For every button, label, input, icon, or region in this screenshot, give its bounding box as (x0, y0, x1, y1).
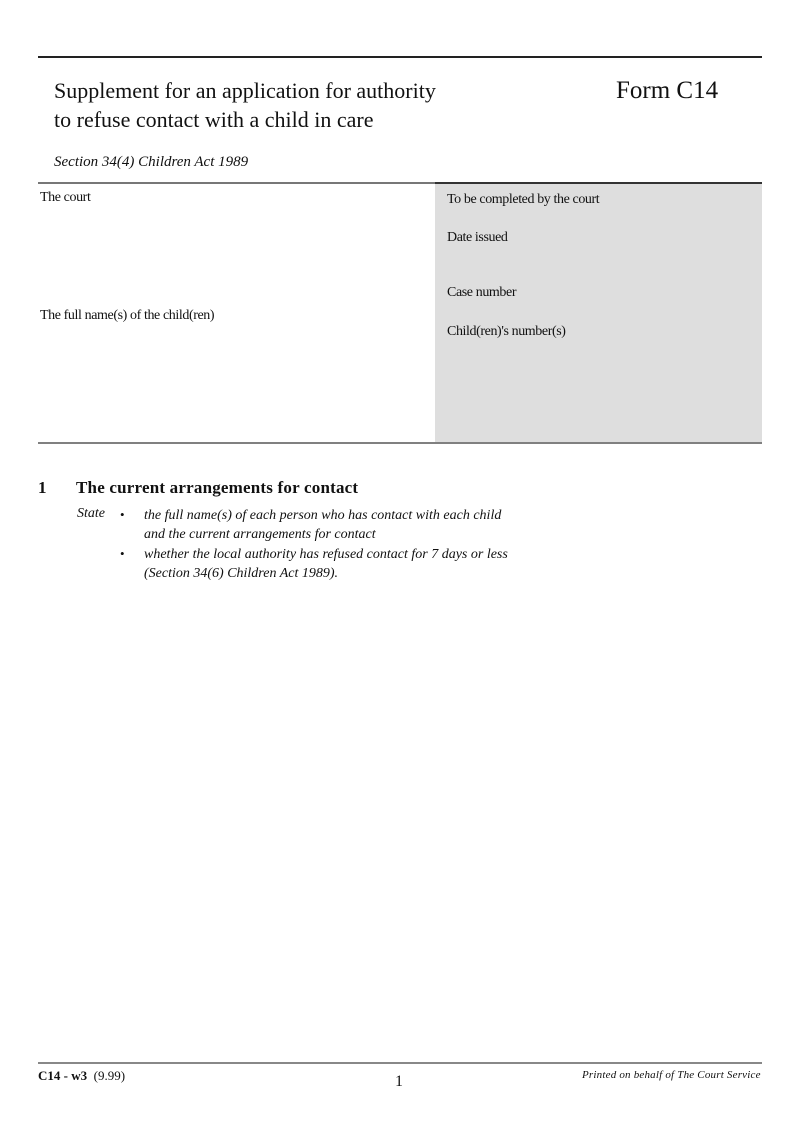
instruction-bullet-line: (Section 34(6) Children Act 1989). (144, 566, 339, 581)
form-id: Form C14 (616, 77, 719, 104)
form-title (54, 76, 436, 134)
printed-by-note: Printed on behalf of The Court Service (582, 1069, 761, 1081)
children-numbers-label: Child(ren)'s number(s) (447, 324, 566, 339)
case-number-label: Case number (447, 285, 517, 300)
instruction-bullet (144, 506, 584, 544)
date-issued-label: Date issued (447, 230, 508, 245)
instruction-bullet-line: and the current arrangements for contact (144, 527, 376, 542)
court-panel-top-rule (435, 182, 762, 184)
form-code-id: C14 - w3 (38, 1068, 88, 1083)
bullet-icon: • (120, 546, 125, 561)
children-names-field-label: The full name(s) of the child(ren) (40, 308, 215, 323)
details-bottom-rule (38, 442, 762, 444)
form-version: (9.99) (93, 1068, 126, 1083)
page-number: 1 (395, 1073, 403, 1090)
form-title-line-1: Supplement for an application for authority (54, 78, 436, 103)
statute-reference: Section 34(4) Children Act 1989 (54, 154, 249, 170)
instruction-bullet-line: whether the local authority has refused contact for 7 days or less (144, 547, 508, 562)
form-code (38, 1068, 125, 1084)
footer-rule (38, 1062, 762, 1064)
court-field-label: The court (40, 190, 91, 205)
bullet-icon: • (120, 507, 125, 522)
instruction-bullet-line: the full name(s) of each person who has contact with each child (144, 508, 502, 523)
court-use-panel (435, 184, 762, 442)
state-instruction: State (77, 506, 105, 521)
court-use-heading: To be completed by the court (447, 192, 600, 207)
section-title: The current arrangements for contact (76, 478, 359, 497)
instruction-bullet (144, 545, 584, 583)
top-rule (38, 56, 762, 58)
section-number: 1 (38, 478, 47, 497)
form-title-line-2: to refuse contact with a child in care (54, 107, 374, 132)
